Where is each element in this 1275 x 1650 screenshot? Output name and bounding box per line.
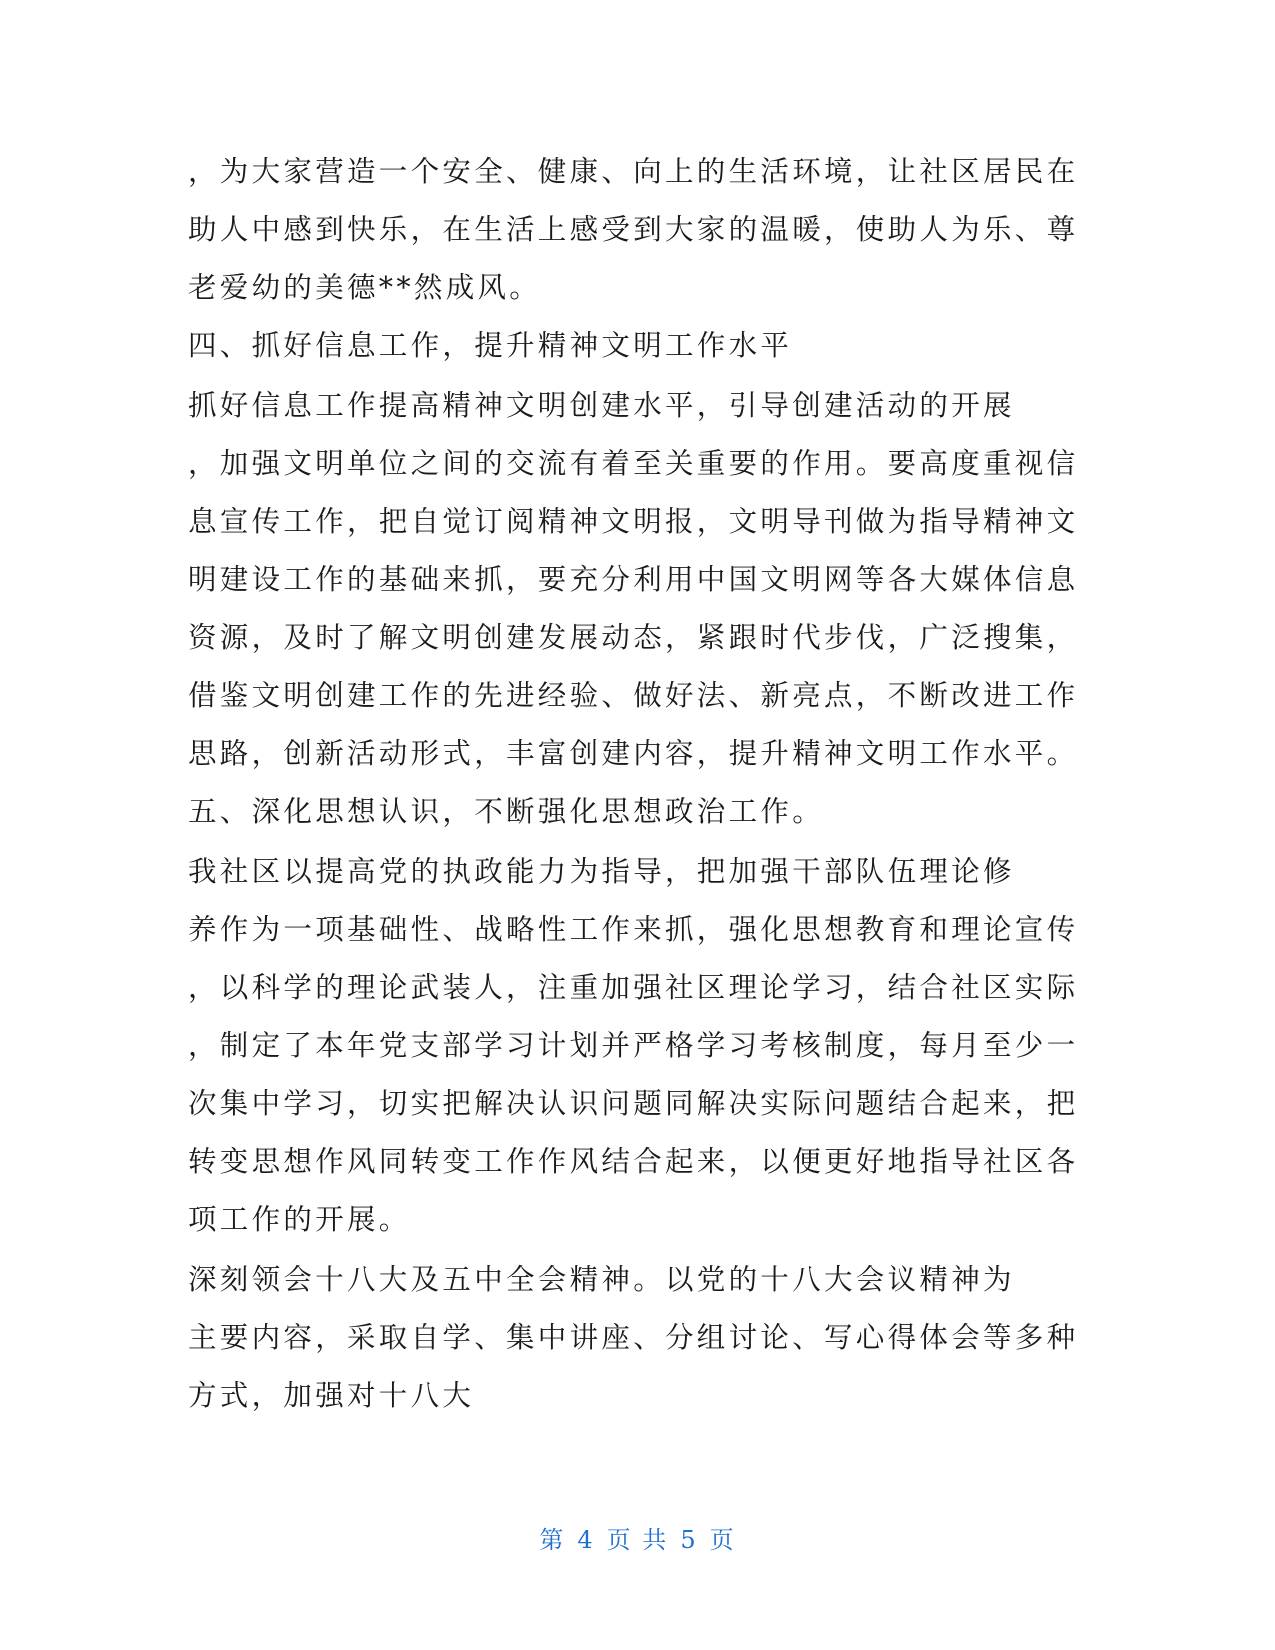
text-line: 我社区以提高党的执政能力为指导，把加强干部队伍理论修 — [188, 855, 1015, 888]
text-line: 主要内容，采取自学、集中讲座、分组讨论、写心得体会等多种 — [188, 1321, 1079, 1354]
page-footer — [0, 1520, 1275, 1555]
footer-suffix: 页 — [709, 1526, 736, 1554]
total-page-number: 5 — [680, 1526, 698, 1554]
footer-middle: 页 共 — [606, 1526, 669, 1554]
text-line: ，加强文明单位之间的交流有着至关重要的作用。要高度重视信 — [188, 447, 1079, 480]
text-line: 养作为一项基础性、战略性工作来抓，强化思想教育和理论宣传 — [188, 913, 1079, 946]
text-line: 助人中感到快乐，在生活上感受到大家的温暖，使助人为乐、尊 — [188, 213, 1079, 246]
text-line: 老爱幼的美德**然成风。 — [188, 271, 542, 304]
section-heading-5: 五、深化思想认识，不断强化思想政治工作。 — [188, 795, 825, 828]
text-line: 思路，创新活动形式，丰富创建内容，提升精神文明工作水平。 — [188, 737, 1079, 770]
text-line: 深刻领会十八大及五中全会精神。以党的十八大会议精神为 — [188, 1263, 1015, 1296]
footer-prefix: 第 — [539, 1526, 566, 1554]
text-line: 项工作的开展。 — [188, 1203, 411, 1236]
current-page-number: 4 — [577, 1526, 595, 1554]
text-line: 次集中学习，切实把解决认识问题同解决实际问题结合起来，把 — [188, 1087, 1079, 1120]
text-line: 明建设工作的基础来抓，要充分利用中国文明网等各大媒体信息 — [188, 563, 1079, 596]
text-line: 抓好信息工作提高精神文明创建水平，引导创建活动的开展 — [188, 389, 1015, 422]
text-line: 借鉴文明创建工作的先进经验、做好法、新亮点，不断改进工作 — [188, 679, 1079, 712]
section-heading-4: 四、抓好信息工作，提升精神文明工作水平 — [188, 329, 793, 362]
text-line: 息宣传工作，把自觉订阅精神文明报，文明导刊做为指导精神文 — [188, 505, 1079, 538]
text-line: 方式，加强对十八大 — [188, 1379, 475, 1412]
text-line: 转变思想作风同转变工作作风结合起来，以便更好地指导社区各 — [188, 1145, 1079, 1178]
text-line: ，为大家营造一个安全、健康、向上的生活环境，让社区居民在 — [188, 155, 1079, 188]
text-line: 资源，及时了解文明创建发展动态，紧跟时代步伐，广泛搜集， — [188, 621, 1079, 654]
text-line: ，以科学的理论武装人，注重加强社区理论学习，结合社区实际 — [188, 971, 1079, 1004]
text-line: ，制定了本年党支部学习计划并严格学习考核制度，每月至少一 — [188, 1029, 1079, 1062]
